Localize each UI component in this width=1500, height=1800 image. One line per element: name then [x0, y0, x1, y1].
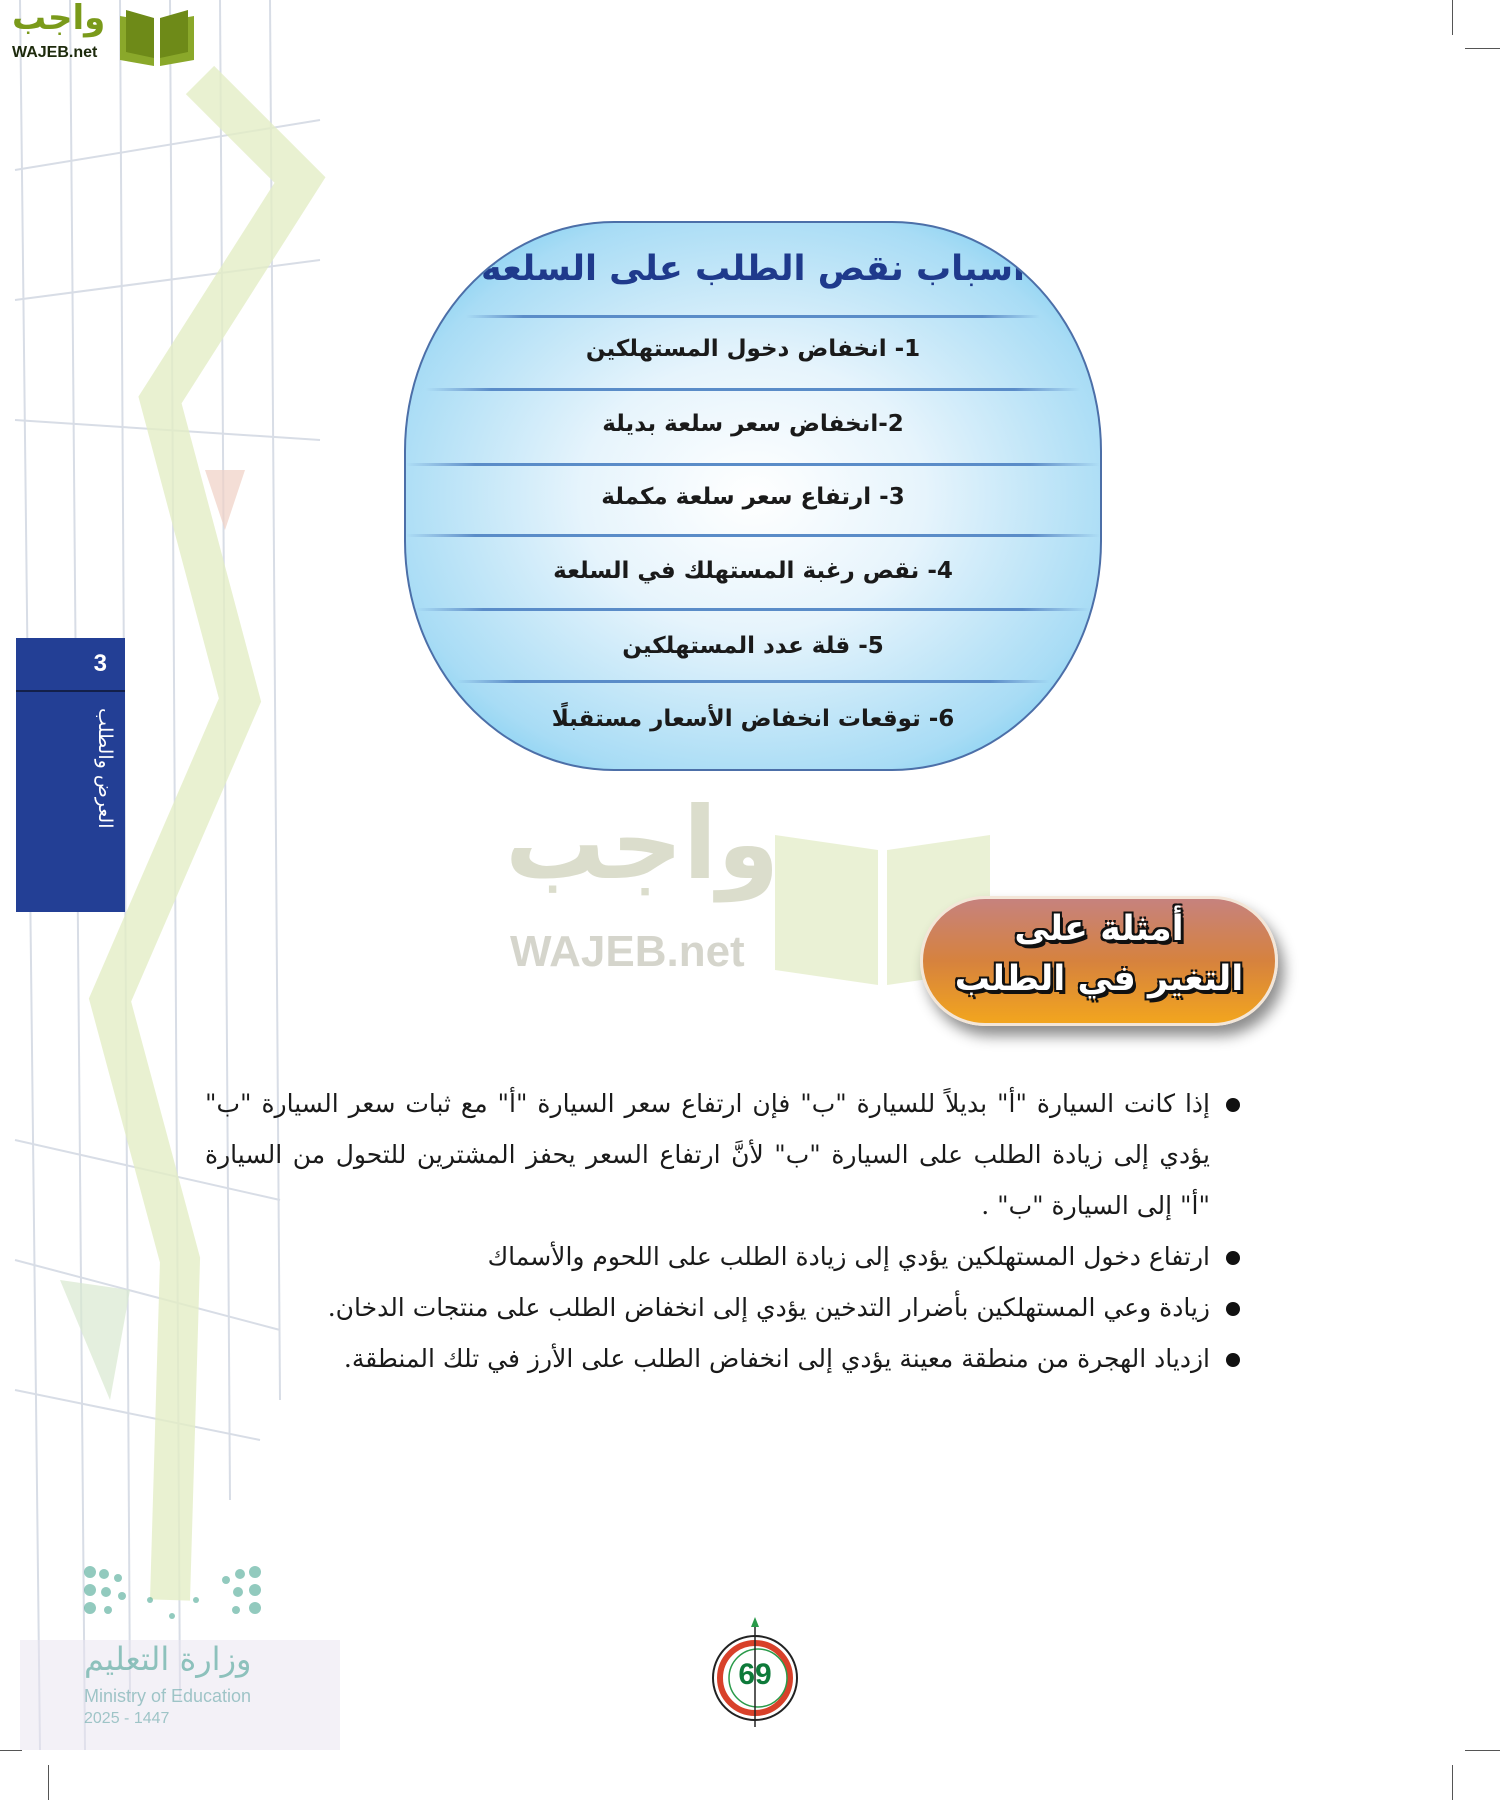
badge-line2: التغير في الطلب	[954, 959, 1244, 999]
crop-mark	[1452, 0, 1453, 35]
demand-decrease-causes-box	[404, 221, 1102, 771]
page-number-badge	[700, 1615, 810, 1735]
bullet-icon	[1226, 1251, 1240, 1265]
ministry-english: Ministry of Education	[84, 1686, 252, 1706]
ministry-logo	[80, 1560, 360, 1760]
wajeb-logo[interactable]	[10, 0, 195, 66]
cause-item: 3- ارتفاع سعر سلعة مكملة	[601, 484, 905, 510]
causes-title: أسباب نقص الطلب على السلعة	[480, 249, 1026, 289]
example-item	[205, 1231, 1240, 1282]
bullet-icon	[1226, 1098, 1240, 1112]
watermark-arabic: واجب	[505, 785, 780, 902]
crop-mark	[1452, 1765, 1453, 1800]
example-text: زيادة وعي المستهلكين بأضرار التدخين يؤدي إلى انخفاض الطلب على منتجات الدخان.	[327, 1293, 1210, 1322]
chapter-number: 3	[16, 638, 125, 692]
page-number: 69	[738, 1658, 772, 1691]
ministry-dots-icon	[80, 1560, 270, 1620]
divider	[426, 388, 1080, 391]
example-item	[205, 1078, 1240, 1231]
divider	[406, 463, 1100, 466]
crop-mark	[1465, 48, 1500, 49]
bullet-icon	[1226, 1353, 1240, 1367]
example-item	[205, 1333, 1240, 1384]
example-item	[205, 1282, 1240, 1333]
examples-list	[205, 1078, 1240, 1384]
cause-item: 1- انخفاض دخول المستهلكين	[585, 336, 921, 362]
cause-item: 5- قلة عدد المستهلكين	[622, 633, 884, 659]
crop-mark	[48, 1765, 49, 1800]
chapter-title: العرض والطلب	[94, 708, 116, 829]
crop-mark	[1465, 1750, 1500, 1751]
logo-arabic: واجب	[12, 0, 106, 38]
cause-item: 4- نقص رغبة المستهلك في السلعة	[553, 558, 953, 584]
ministry-arabic: وزارة التعليم	[84, 1640, 252, 1678]
book-icon	[118, 8, 196, 68]
divider	[416, 608, 1090, 611]
watermark-latin: WAJEB.net	[510, 927, 745, 976]
ministry-year: 2025 - 1447	[84, 1710, 170, 1727]
examples-badge	[920, 896, 1278, 1026]
divider	[466, 315, 1040, 318]
crop-mark	[0, 1750, 22, 1751]
bullet-icon	[1226, 1302, 1240, 1316]
divider	[456, 680, 1050, 683]
example-text: ازدياد الهجرة من منطقة معينة يؤدي إلى انخفاض الطلب على الأرز في تلك المنطقة.	[343, 1344, 1210, 1373]
cause-item: 2-انخفاض سعر سلعة بديلة	[602, 411, 904, 437]
chapter-tab	[16, 638, 125, 912]
example-text: ارتفاع دخول المستهلكين يؤدي إلى زيادة الطلب على اللحوم والأسماك	[487, 1242, 1210, 1271]
logo-latin: WAJEB.net	[12, 44, 98, 61]
divider	[406, 534, 1100, 537]
cause-item: 6- توقعات انخفاض الأسعار مستقبلًا	[551, 706, 955, 732]
example-text: إذا كانت السيارة "أ" بديلاً للسيارة "ب" فإن ارتفاع سعر السيارة "أ" مع ثبات سعر السيارة "ب" يؤدي إلى زيادة الطلب على السيارة "ب" لأنَّ ارتفاع السعر يحفز المشترين للتحول من السيارة "أ" إلى السيارة "ب" .	[205, 1089, 1210, 1220]
badge-line1: أمثلة على	[1014, 909, 1184, 949]
